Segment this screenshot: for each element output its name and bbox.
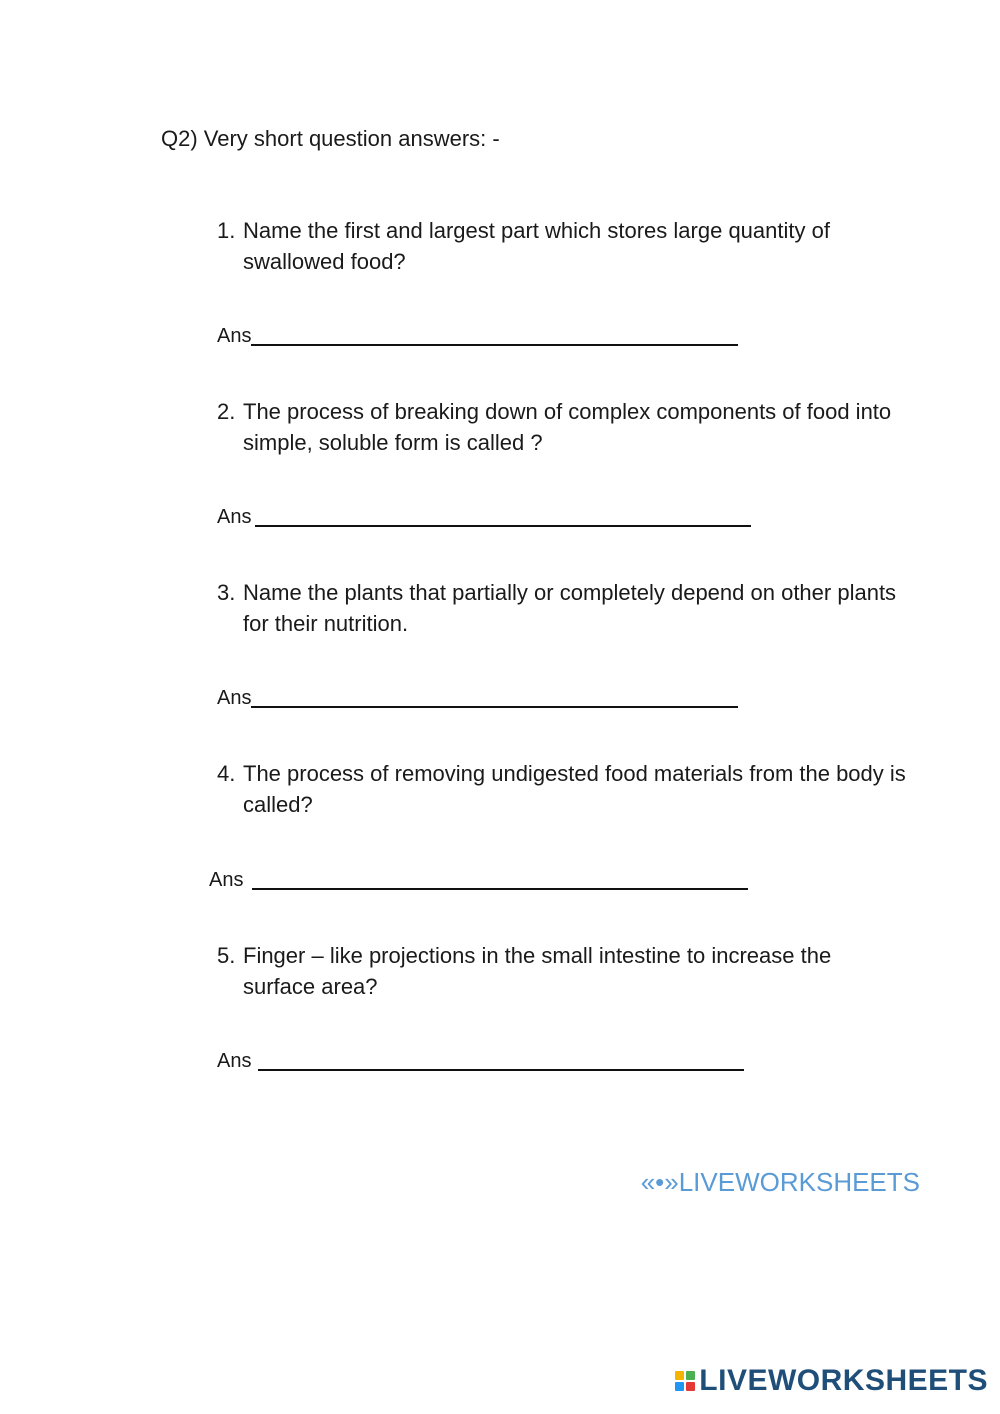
answer-blank-1[interactable]: [251, 344, 738, 346]
footer-brand-text: «•»LIVEWORKSHEETS: [640, 1167, 920, 1197]
answer-row-2: [217, 504, 751, 530]
question-text: Name the first and largest part which stores large quantity of swallowed food?: [243, 218, 830, 274]
question-5: [217, 940, 907, 1002]
answer-row-3: [217, 685, 738, 711]
answer-label: Ans: [217, 687, 252, 709]
answer-blank-5[interactable]: [258, 1069, 744, 1071]
question-text: The process of breaking down of complex components of food into simple, soluble form is called ?: [243, 399, 892, 455]
question-text: The process of removing undigested food materials from the body is called?: [243, 761, 906, 817]
question-4: [217, 758, 907, 820]
answer-label: Ans: [209, 869, 244, 891]
answer-blank-2[interactable]: [255, 525, 751, 527]
question-number: 4.: [217, 761, 236, 786]
liveworksheets-logo[interactable]: [675, 1364, 988, 1398]
question-3: [217, 577, 907, 639]
question-number: 3.: [217, 580, 236, 605]
liveworksheets-logo-icon: [675, 1371, 695, 1391]
answer-blank-4[interactable]: [252, 888, 748, 890]
answer-label: Ans: [217, 1050, 252, 1072]
question-number: 5.: [217, 943, 236, 968]
answer-row-5: [217, 1048, 744, 1074]
question-text: Name the plants that partially or completely depend on other plants for their nutrition.: [243, 580, 897, 636]
answer-row-1: [217, 323, 738, 349]
logo-text: LIVEWORKSHEETS: [699, 1364, 988, 1397]
question-number: 2.: [217, 399, 236, 424]
answer-row-4: [209, 867, 748, 893]
section-title: Q2) Very short question answers: -: [161, 126, 500, 151]
answer-blank-3[interactable]: [251, 706, 738, 708]
question-1: [217, 215, 907, 277]
question-text: Finger – like projections in the small intestine to increase the surface area?: [243, 943, 832, 999]
answer-label: Ans: [217, 506, 252, 528]
question-2: [217, 396, 907, 458]
question-number: 1.: [217, 218, 236, 243]
answer-label: Ans: [217, 325, 252, 347]
